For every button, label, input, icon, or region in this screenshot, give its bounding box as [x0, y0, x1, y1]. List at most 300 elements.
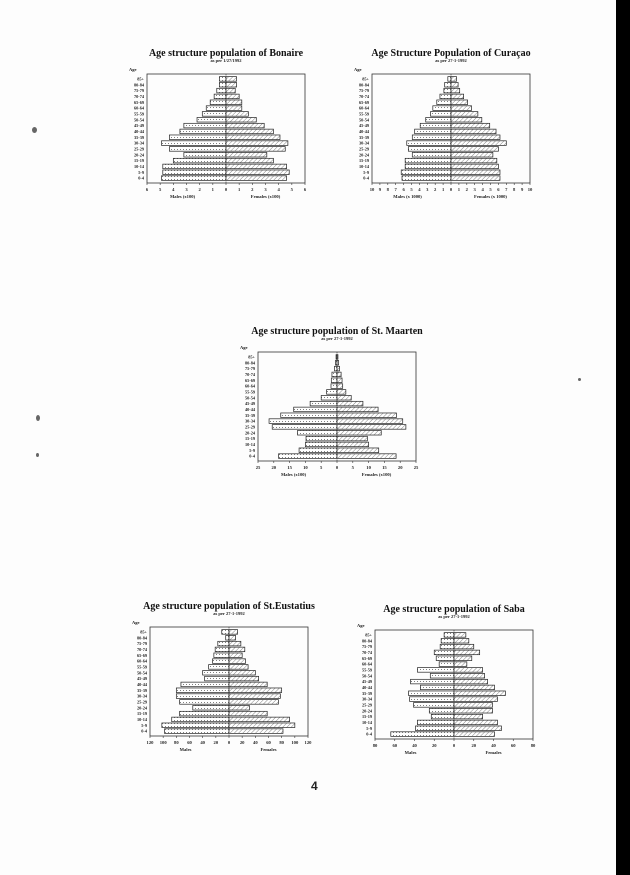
x-tick-label: 1 [457, 187, 461, 192]
bar-females [337, 454, 396, 459]
bar-females [454, 679, 488, 684]
bar-females [337, 372, 341, 377]
bar-males [401, 170, 451, 175]
bar-females [226, 100, 242, 105]
x-tick-label: 100 [159, 740, 167, 745]
x-tick-label: 80 [530, 743, 536, 748]
x-tick-label: 5 [410, 187, 413, 192]
x-tick-label: 8 [513, 187, 516, 192]
bar-males [441, 638, 454, 643]
x-tick-label: 4 [418, 187, 421, 192]
bar-females [226, 106, 242, 111]
age-tick-label: 25-29 [244, 424, 255, 430]
x-tick-label: 80 [279, 740, 284, 745]
bar-females [454, 697, 497, 702]
bar-females [451, 170, 500, 175]
x-tick-label: 20 [213, 740, 219, 745]
age-tick-label: 0-4 [138, 175, 144, 181]
bar-males [219, 77, 226, 82]
bar-males [402, 176, 451, 181]
age-axis-header: Age [354, 67, 362, 72]
bar-males [162, 723, 229, 728]
age-tick-label: 35-39 [244, 412, 255, 418]
bar-females [451, 117, 482, 122]
bar-females [337, 407, 378, 412]
bar-males [184, 123, 226, 128]
bar-females [454, 656, 472, 661]
age-tick-label: 0-4 [249, 453, 255, 459]
bar-females [226, 112, 248, 117]
age-axis-header: Age [129, 67, 137, 72]
age-tick-label: 65-69 [358, 99, 369, 105]
bar-males [180, 129, 226, 134]
pyramid-st-maarten [230, 324, 445, 484]
bar-females [226, 170, 289, 175]
bar-females [451, 141, 506, 146]
age-tick-label: 5-9 [363, 169, 369, 175]
x-tick-label: 60 [510, 743, 516, 748]
age-axis-header: Age [132, 620, 140, 625]
bar-males [444, 88, 451, 93]
x-tick-label: 3 [473, 187, 476, 192]
bar-females [451, 147, 498, 152]
x-axis-label-females: Females (x100) [250, 194, 281, 199]
age-tick-label: 15-19 [136, 711, 147, 717]
bar-males [331, 378, 337, 383]
age-tick-label: 75-79 [358, 88, 369, 94]
bar-females [451, 176, 500, 181]
x-axis-label-females: Females [485, 750, 502, 755]
bar-females [226, 135, 280, 140]
x-tick-label: 6 [145, 187, 149, 192]
x-tick-label: 20 [471, 743, 477, 748]
age-tick-label: 0-4 [141, 728, 147, 734]
bar-females [454, 644, 474, 649]
age-tick-label: 5-9 [141, 722, 147, 728]
bar-males [417, 668, 454, 673]
x-tick-label: 7 [505, 187, 508, 192]
bar-males [426, 117, 451, 122]
chart-title: Age structure population of St. Maarten [251, 326, 423, 337]
age-tick-label: 35-39 [358, 134, 369, 140]
bar-males [415, 129, 451, 134]
age-tick-label: 55-59 [133, 111, 144, 117]
age-tick-label: 15-19 [358, 158, 369, 164]
bar-males [163, 170, 226, 175]
bar-males [176, 688, 229, 693]
age-tick-label: 0-4 [366, 731, 372, 737]
page-number: 4 [311, 779, 318, 793]
x-tick-label: 8 [386, 187, 389, 192]
age-tick-label: 20-24 [244, 430, 255, 436]
bar-males [161, 176, 226, 181]
pyramid-saba [347, 602, 562, 762]
x-tick-label: 25 [255, 465, 261, 470]
x-tick-label: 80 [372, 743, 378, 748]
chart-subtitle: as per 27-1-1992 [435, 58, 467, 63]
bar-males [298, 430, 338, 435]
age-tick-label: 5-9 [249, 447, 255, 453]
x-axis-label-females: Females (x 1000) [474, 194, 507, 199]
age-tick-label: 20-24 [361, 708, 372, 714]
bar-males [210, 100, 226, 105]
x-tick-label: 3 [185, 187, 188, 192]
bar-males [414, 703, 454, 708]
x-tick-label: 5 [489, 187, 492, 192]
bar-females [226, 117, 256, 122]
age-tick-label: 45-49 [133, 123, 144, 129]
bar-males [310, 401, 337, 406]
bar-females [454, 633, 466, 638]
age-tick-label: 40-44 [358, 129, 369, 135]
bar-females [229, 682, 267, 687]
bar-males [203, 670, 229, 675]
age-tick-label: 75-79 [361, 644, 372, 650]
age-tick-label: 65-69 [244, 377, 255, 383]
bar-males [164, 729, 229, 734]
scan-speck [32, 127, 37, 133]
bar-females [337, 390, 346, 395]
bar-males [439, 662, 454, 667]
age-tick-label: 75-79 [244, 366, 255, 372]
bar-females [226, 123, 264, 128]
bar-males [209, 665, 229, 670]
age-tick-label: 80-84 [136, 635, 147, 641]
chart-subtitle: as per 27-1-1992 [213, 611, 245, 616]
x-axis-label-males: Males [179, 747, 192, 752]
chart-title: Age structure population of Saba [383, 604, 525, 615]
bar-males [180, 711, 229, 716]
bar-males [202, 112, 226, 117]
bar-females [451, 94, 464, 99]
age-tick-label: 15-19 [244, 436, 255, 442]
scan-speck [36, 453, 39, 457]
bar-males [214, 94, 226, 99]
age-tick-label: 70-74 [244, 372, 255, 378]
bar-males [445, 82, 451, 87]
x-tick-label: 15 [382, 465, 387, 470]
age-tick-label: 50-54 [136, 670, 147, 676]
bar-females [337, 448, 379, 453]
age-tick-label: 60-64 [136, 658, 147, 664]
bar-females [337, 442, 369, 447]
x-tick-label: 40 [253, 740, 258, 745]
x-tick-label: 6 [303, 187, 307, 192]
bar-males [163, 164, 226, 169]
age-axis-header: Age [240, 345, 248, 350]
bar-males [173, 158, 226, 163]
bar-males [420, 123, 451, 128]
bar-males [417, 720, 454, 725]
bar-males [407, 141, 451, 146]
age-tick-label: 85+ [140, 629, 147, 635]
bar-females [229, 700, 278, 705]
age-tick-label: 35-39 [133, 134, 144, 140]
age-tick-label: 50-54 [358, 117, 369, 123]
bar-males [294, 407, 337, 412]
age-tick-label: 40-44 [133, 129, 144, 135]
bar-females [451, 82, 458, 87]
pyramid-svg [344, 46, 559, 206]
bar-females [226, 82, 237, 87]
age-tick-label: 45-49 [136, 676, 147, 682]
x-tick-label: 0 [335, 465, 339, 470]
pyramid-curacao [344, 46, 559, 206]
bar-males [306, 436, 337, 441]
age-tick-label: 55-59 [358, 111, 369, 117]
age-tick-label: 25-29 [361, 702, 372, 708]
age-tick-label: 45-49 [244, 401, 255, 407]
age-tick-label: 25-29 [136, 699, 147, 705]
bar-females [229, 630, 238, 635]
bar-males [415, 726, 454, 731]
bar-females [454, 685, 494, 690]
bar-females [229, 688, 282, 693]
bar-females [229, 705, 249, 710]
bar-females [454, 708, 493, 713]
x-tick-label: 100 [291, 740, 299, 745]
age-tick-label: 85+ [137, 76, 144, 82]
bar-females [337, 436, 367, 441]
age-tick-label: 20-24 [358, 152, 369, 158]
bar-females [454, 638, 469, 643]
bar-males [434, 650, 454, 655]
bar-females [337, 430, 381, 435]
bar-females [229, 641, 241, 646]
x-tick-label: 5 [290, 187, 293, 192]
bar-females [229, 635, 236, 640]
bar-females [226, 77, 237, 82]
age-axis-header: Age [357, 623, 365, 628]
x-tick-label: 5 [159, 187, 162, 192]
age-tick-label: 35-39 [361, 690, 372, 696]
bar-males [219, 82, 226, 87]
bar-females [229, 729, 283, 734]
age-tick-label: 0-4 [363, 175, 369, 181]
bar-males [440, 644, 454, 649]
x-tick-label: 3 [264, 187, 267, 192]
x-tick-label: 4 [277, 187, 280, 192]
bar-females [337, 395, 351, 400]
x-tick-label: 0 [224, 187, 228, 192]
bar-females [454, 673, 485, 678]
bar-males [206, 106, 226, 111]
x-tick-label: 10 [303, 465, 308, 470]
bar-females [337, 419, 403, 424]
age-tick-label: 50-54 [133, 117, 144, 123]
bar-males [433, 106, 451, 111]
bar-females [451, 135, 500, 140]
bar-males [172, 717, 229, 722]
age-tick-label: 10-14 [361, 720, 372, 726]
chart-title: Age structure population of Bonaire [148, 48, 304, 59]
bar-males [272, 425, 337, 430]
bar-males [279, 454, 337, 459]
bar-males [436, 656, 454, 661]
x-tick-label: 0 [227, 740, 231, 745]
age-tick-label: 15-19 [361, 714, 372, 720]
x-tick-label: 20 [271, 465, 277, 470]
x-tick-label: 10 [366, 465, 371, 470]
age-tick-label: 50-54 [361, 673, 372, 679]
x-tick-label: 10 [527, 187, 533, 192]
bar-females [337, 425, 406, 430]
bar-males [327, 390, 337, 395]
bar-females [226, 158, 273, 163]
bar-males [431, 714, 454, 719]
age-tick-label: 10-14 [133, 164, 144, 170]
chart-title: Age structure population of St.Eustatius [143, 601, 315, 612]
bar-females [229, 694, 280, 699]
age-tick-label: 60-64 [358, 105, 369, 111]
x-axis-label-males: Males [404, 750, 417, 755]
x-tick-label: 4 [172, 187, 175, 192]
age-tick-label: 15-19 [133, 158, 144, 164]
age-tick-label: 70-74 [358, 94, 369, 100]
bar-males [405, 158, 451, 163]
age-tick-label: 65-69 [133, 99, 144, 105]
bar-females [451, 88, 460, 93]
x-tick-label: 10 [369, 187, 375, 192]
bar-males [269, 419, 337, 424]
age-tick-label: 80-84 [133, 82, 144, 88]
bar-males [429, 708, 454, 713]
bar-males [299, 448, 337, 453]
age-tick-label: 45-49 [358, 123, 369, 129]
x-tick-label: 40 [412, 743, 417, 748]
bar-males [215, 647, 229, 652]
age-tick-label: 30-34 [136, 693, 147, 699]
bar-females [454, 668, 483, 673]
bar-males [420, 685, 454, 690]
bar-males [331, 384, 337, 389]
age-tick-label: 25-29 [358, 146, 369, 152]
bar-females [226, 94, 239, 99]
x-axis-label-females: Females [260, 747, 277, 752]
bar-males [169, 147, 226, 152]
bar-females [451, 112, 478, 117]
pyramid-svg [122, 599, 337, 759]
bar-males [281, 413, 337, 418]
chart-subtitle: as per 27-1-1992 [321, 336, 353, 341]
bar-males [181, 682, 229, 687]
bar-females [454, 714, 483, 719]
age-tick-label: 30-34 [133, 140, 144, 146]
bar-males [409, 691, 454, 696]
bar-males [197, 117, 226, 122]
bar-males [193, 705, 229, 710]
x-tick-label: 1 [238, 187, 241, 192]
x-tick-label: 9 [520, 187, 524, 192]
age-tick-label: 60-64 [133, 105, 144, 111]
age-tick-label: 30-34 [358, 140, 369, 146]
bar-males [448, 77, 451, 82]
bar-males [218, 641, 229, 646]
x-axis-label-males: Males (x100) [169, 194, 196, 199]
age-tick-label: 80-84 [358, 82, 369, 88]
bar-males [430, 673, 454, 678]
x-tick-label: 1 [211, 187, 214, 192]
bar-females [226, 88, 235, 93]
bar-males [410, 697, 454, 702]
age-tick-label: 20-24 [136, 705, 147, 711]
bar-males [408, 147, 451, 152]
age-tick-label: 85+ [365, 632, 372, 638]
bar-females [229, 717, 290, 722]
bar-females [451, 152, 493, 157]
x-tick-label: 5 [320, 465, 323, 470]
x-axis-label-males: Males (x100) [280, 472, 307, 477]
bar-females [226, 152, 267, 157]
x-tick-label: 20 [397, 465, 403, 470]
x-tick-label: 120 [146, 740, 154, 745]
bar-females [337, 384, 343, 389]
bar-females [454, 726, 501, 731]
x-tick-label: 7 [394, 187, 397, 192]
age-tick-label: 55-59 [136, 664, 147, 670]
bar-males [412, 135, 451, 140]
x-axis-label-males: Males (x 1000) [393, 194, 422, 199]
x-tick-label: 20 [239, 740, 245, 745]
bar-females [229, 659, 245, 664]
bar-males [437, 100, 451, 105]
scan-speck [578, 378, 581, 381]
bar-females [454, 691, 505, 696]
bar-females [337, 413, 396, 418]
bar-males [430, 112, 451, 117]
x-tick-label: 2 [465, 187, 468, 192]
bar-females [337, 366, 340, 371]
bar-males [214, 653, 229, 658]
age-tick-label: 55-59 [361, 667, 372, 673]
bar-females [454, 720, 497, 725]
age-tick-label: 70-74 [361, 650, 372, 656]
bar-females [454, 732, 494, 737]
bar-females [229, 665, 248, 670]
age-tick-label: 85+ [248, 354, 255, 360]
age-tick-label: 10-14 [244, 442, 255, 448]
bar-males [213, 659, 229, 664]
bar-females [451, 164, 498, 169]
x-tick-label: 25 [413, 465, 419, 470]
bar-males [184, 152, 226, 157]
x-tick-label: 1 [441, 187, 445, 192]
bar-males [405, 164, 451, 169]
bar-males [176, 694, 229, 699]
pyramid-bonaire [119, 46, 334, 206]
x-tick-label: 6 [497, 187, 500, 192]
age-tick-label: 10-14 [358, 164, 369, 170]
x-axis-label-females: Females (x100) [361, 472, 392, 477]
bar-females [337, 401, 363, 406]
pyramid-st-eustatius [122, 599, 337, 759]
x-tick-label: 2 [251, 187, 254, 192]
pyramid-svg [230, 324, 445, 484]
bar-males [412, 152, 451, 157]
bar-females [229, 653, 242, 658]
age-tick-label: 20-24 [133, 152, 144, 158]
bar-females [454, 703, 493, 708]
bar-females [229, 676, 259, 681]
bar-females [451, 158, 497, 163]
x-tick-label: 4 [481, 187, 484, 192]
age-tick-label: 30-34 [361, 696, 372, 702]
chart-title: Age Structure Population of Curaçao [371, 48, 531, 59]
bar-males [180, 700, 229, 705]
x-tick-label: 40 [491, 743, 496, 748]
bar-females [337, 378, 342, 383]
bar-males [222, 630, 229, 635]
